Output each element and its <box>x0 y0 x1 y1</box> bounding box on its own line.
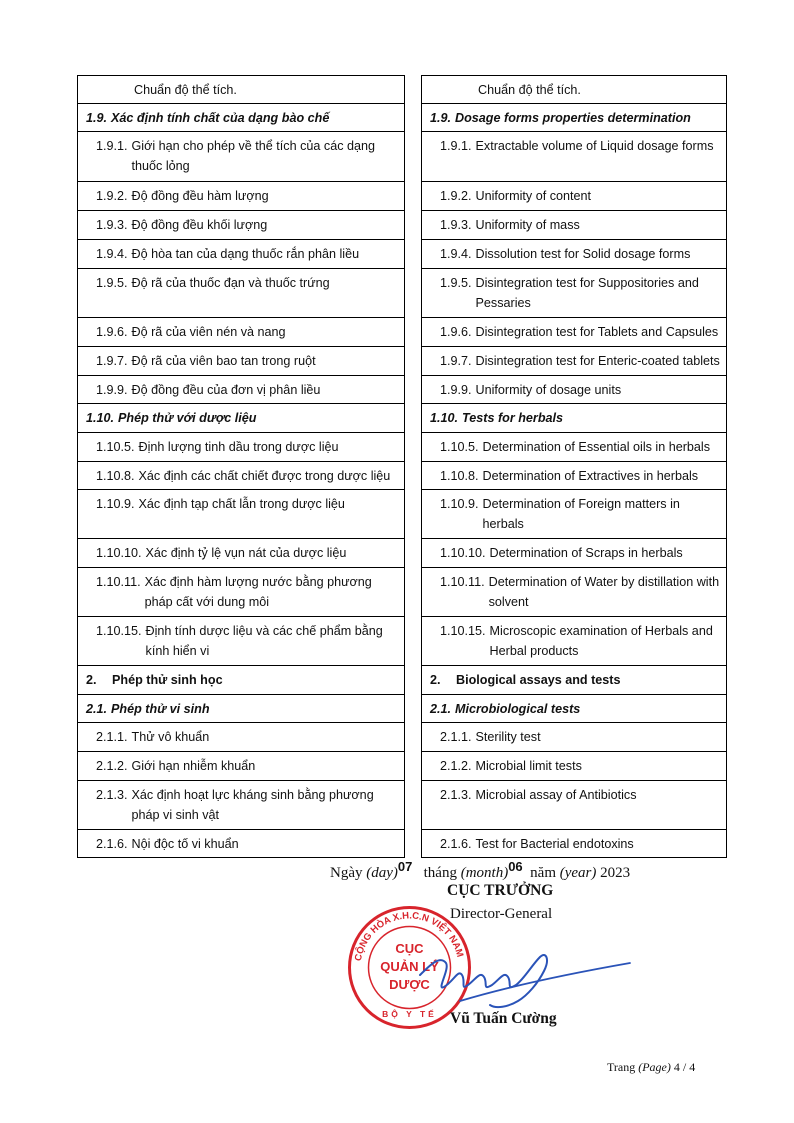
item-text: Định tính dược liệu và các chế phẩm bằng kính hiển vi <box>145 624 383 658</box>
en-row <box>422 723 727 752</box>
item-number: 1.9.2. <box>96 189 128 203</box>
date-year: 2023 <box>600 865 631 881</box>
vi-cell <box>78 376 405 404</box>
item-text: Độ đồng đều khối lượng <box>131 218 268 232</box>
item-text: Biological assays and tests <box>456 673 621 687</box>
item-text: Xác định tính chất của dạng bào chế <box>111 111 330 125</box>
item-text: Microbial assay of Antibiotics <box>475 788 637 802</box>
en-row <box>422 433 727 462</box>
en-cell <box>422 490 727 539</box>
item-number: 1.9.1. <box>96 139 128 153</box>
en-row <box>422 666 727 695</box>
vi-row <box>78 104 405 132</box>
item-text: Dissolution test for Solid dosage forms <box>475 247 691 261</box>
vi-row <box>78 318 405 347</box>
vi-row <box>78 376 405 404</box>
vietnamese-table <box>77 75 405 858</box>
vi-row <box>78 539 405 568</box>
en-cell <box>422 240 727 269</box>
vi-row <box>78 830 405 858</box>
vi-cell <box>78 269 405 318</box>
item-number: 1.10.5. <box>440 440 479 454</box>
item-number: 1.10.10. <box>440 546 486 560</box>
vi-row <box>78 781 405 830</box>
vi-cell <box>78 752 405 781</box>
en-cell <box>422 347 727 376</box>
en-row <box>422 182 727 211</box>
item-number: 1.9. <box>86 111 108 125</box>
en-row <box>422 240 727 269</box>
vi-cell <box>78 318 405 347</box>
en-row <box>422 752 727 781</box>
vi-cell <box>78 76 405 104</box>
seal-bottom-text: BỘ Y TẾ <box>382 1009 437 1019</box>
vi-row <box>78 433 405 462</box>
en-cell <box>422 666 727 695</box>
item-number: 1.9.4. <box>96 247 128 261</box>
item-text: Dosage forms properties determination <box>455 111 691 125</box>
item-text: Disintegration test for Tablets and Capsules <box>475 325 719 339</box>
en-cell <box>422 104 727 132</box>
en-row <box>422 132 727 182</box>
signer-name: Vũ Tuấn Cường <box>450 1010 557 1027</box>
vi-row <box>78 752 405 781</box>
date-line: Ngày (day)$^{07}$ tháng (month)$^{06}$ năm (year) 2023 <box>330 859 631 881</box>
item-text: Xác định hàm lượng nước bằng phương pháp cất với dung môi <box>144 575 372 609</box>
item-text: Xác định hoạt lực kháng sinh bằng phương pháp vi sinh vật <box>131 788 374 822</box>
en-row <box>422 76 727 104</box>
item-text: Disintegration test for Enteric-coated tablets <box>475 354 720 368</box>
vi-cell <box>78 211 405 240</box>
vi-cell <box>78 104 405 132</box>
vi-row <box>78 211 405 240</box>
en-cell <box>422 76 727 104</box>
vi-row <box>78 404 405 433</box>
item-number: 2. <box>86 673 97 687</box>
seal-ring-text: CỘNG HÒA X.H.C.N VIỆT NAM <box>352 910 466 962</box>
item-number: 1.9.9. <box>440 383 472 397</box>
en-cell <box>422 752 727 781</box>
item-number: 2.1.3. <box>440 788 472 802</box>
item-text: Microscopic examination of Herbals and Herbal products <box>489 624 713 658</box>
item-number: 1.10.8. <box>96 469 135 483</box>
item-number: 2.1.6. <box>96 837 128 851</box>
vi-row <box>78 617 405 666</box>
vi-row <box>78 182 405 211</box>
item-number: 1.10.5. <box>96 440 135 454</box>
vi-row <box>78 490 405 539</box>
item-text: Determination of Essential oils in herbals <box>482 440 711 454</box>
item-text: Độ rã của viên nén và nang <box>131 325 286 339</box>
vi-cell <box>78 830 405 858</box>
vi-cell <box>78 347 405 376</box>
vi-cell <box>78 781 405 830</box>
item-text: Tests for herbals <box>462 411 564 425</box>
en-row <box>422 269 727 318</box>
en-cell <box>422 462 727 490</box>
en-row <box>422 211 727 240</box>
en-row <box>422 695 727 723</box>
en-cell <box>422 269 727 318</box>
vi-row <box>78 269 405 318</box>
item-number: 1.10.15. <box>96 624 142 638</box>
page-number: Trang (Page) 4 / 4 <box>607 1060 696 1074</box>
seal-center-line-3: DƯỢC <box>389 977 430 992</box>
en-cell <box>422 182 727 211</box>
item-number: 1.9.5. <box>96 276 128 290</box>
item-number: 1.9. <box>430 111 452 125</box>
vi-cell <box>78 433 405 462</box>
item-text: Phép thử sinh học <box>112 673 223 687</box>
en-cell <box>422 830 727 858</box>
vi-row <box>78 568 405 617</box>
vi-cell <box>78 617 405 666</box>
item-text: Độ đồng đều hàm lượng <box>131 189 269 203</box>
en-cell <box>422 404 727 433</box>
item-text: Định lượng tinh dầu trong dược liệu <box>138 440 339 454</box>
item-text: Độ rã của viên bao tan trong ruột <box>131 354 316 368</box>
item-number: 2.1.2. <box>96 759 128 773</box>
vi-row <box>78 462 405 490</box>
en-cell <box>422 539 727 568</box>
item-number: 1.9.6. <box>96 325 128 339</box>
vi-row <box>78 347 405 376</box>
item-text: Determination of Water by distillation with solvent <box>488 575 720 609</box>
item-text: Độ rã của thuốc đạn và thuốc trứng <box>131 276 330 290</box>
item-number: 2.1.6. <box>440 837 472 851</box>
item-number: 1.9.5. <box>440 276 472 290</box>
en-row <box>422 404 727 433</box>
vi-cell <box>78 568 405 617</box>
item-number: 1.9.3. <box>96 218 128 232</box>
signer-title-en: Director-General <box>450 906 553 922</box>
item-text: Chuẩn độ thể tích. <box>134 83 237 97</box>
en-row <box>422 104 727 132</box>
item-text: Phép thử với dược liệu <box>118 411 257 425</box>
item-number: 2.1. <box>86 702 108 716</box>
vi-cell <box>78 462 405 490</box>
en-cell <box>422 132 727 182</box>
item-number: 2.1.1. <box>96 730 128 744</box>
en-cell <box>422 211 727 240</box>
item-text: Giới hạn nhiễm khuẩn <box>131 759 256 773</box>
en-cell <box>422 723 727 752</box>
item-number: 1.10.11. <box>96 575 141 589</box>
item-text: Thử vô khuẩn <box>131 730 210 744</box>
handwritten-signature <box>400 935 640 1015</box>
item-text: Uniformity of dosage units <box>475 383 622 397</box>
item-text: Chuẩn độ thể tích. <box>478 83 581 97</box>
item-number: 1.9.6. <box>440 325 472 339</box>
item-number: 2.1. <box>430 702 452 716</box>
signer-title-vi: CỤC TRƯỞNG <box>447 882 554 899</box>
en-cell <box>422 318 727 347</box>
en-row <box>422 490 727 539</box>
item-text: Determination of Foreign matters in herbals <box>482 497 680 531</box>
item-text: Xác định tạp chất lẫn trong dược liệu <box>138 497 345 511</box>
vi-row <box>78 76 405 104</box>
en-cell <box>422 617 727 666</box>
item-text: Xác định các chất chiết được trong dược liệu <box>138 469 391 483</box>
item-number: 1.9.3. <box>440 218 472 232</box>
item-text: Xác định tỷ lệ vụn nát của dược liệu <box>145 546 347 560</box>
vi-cell <box>78 182 405 211</box>
item-text: Độ đồng đều của đơn vị phân liều <box>131 383 321 397</box>
en-row <box>422 617 727 666</box>
en-row <box>422 830 727 858</box>
item-number: 1.9.7. <box>96 354 128 368</box>
item-number: 2.1.1. <box>440 730 472 744</box>
item-number: 1.9.9. <box>96 383 128 397</box>
date-day: 07 <box>397 859 413 874</box>
item-text: Phép thử vi sinh <box>111 702 210 716</box>
vi-cell <box>78 723 405 752</box>
en-cell <box>422 433 727 462</box>
vi-cell <box>78 666 405 695</box>
item-text: Giới hạn cho phép về thể tích của các dạng thuốc lỏng <box>131 139 376 173</box>
vi-cell <box>78 490 405 539</box>
item-number: 1.10. <box>430 411 459 425</box>
item-number: 1.10.11. <box>440 575 485 589</box>
item-number: 1.10.8. <box>440 469 479 483</box>
seal-center-line-2: QUẢN LÝ <box>380 959 439 974</box>
item-number: 1.9.4. <box>440 247 472 261</box>
item-text: Độ hòa tan của dạng thuốc rắn phân liều <box>131 247 360 261</box>
en-row <box>422 539 727 568</box>
vi-row <box>78 666 405 695</box>
vi-cell <box>78 539 405 568</box>
item-text: Test for Bacterial endotoxins <box>475 837 634 851</box>
item-text: Determination of Extractives in herbals <box>482 469 699 483</box>
vi-row <box>78 132 405 182</box>
item-text: Determination of Scraps in herbals <box>489 546 683 560</box>
date-month: 06 <box>508 859 523 874</box>
en-cell <box>422 781 727 830</box>
en-row <box>422 347 727 376</box>
item-number: 1.9.1. <box>440 139 472 153</box>
vi-row <box>78 723 405 752</box>
item-number: 1.9.2. <box>440 189 472 203</box>
item-number: 2. <box>430 673 441 687</box>
item-number: 1.10.10. <box>96 546 142 560</box>
item-number: 2.1.3. <box>96 788 128 802</box>
en-cell <box>422 695 727 723</box>
vi-row <box>78 240 405 269</box>
vi-cell <box>78 404 405 433</box>
item-text: Uniformity of mass <box>475 218 580 232</box>
vi-row <box>78 695 405 723</box>
en-row <box>422 376 727 404</box>
en-row <box>422 462 727 490</box>
signature-stroke <box>420 955 547 1007</box>
seal-center-line-1: CỤC <box>395 941 424 956</box>
vi-cell <box>78 240 405 269</box>
vi-cell <box>78 132 405 182</box>
item-number: 2.1.2. <box>440 759 472 773</box>
item-text: Sterility test <box>475 730 541 744</box>
item-number: 1.10.15. <box>440 624 486 638</box>
en-row <box>422 568 727 617</box>
en-row <box>422 318 727 347</box>
item-text: Uniformity of content <box>475 189 592 203</box>
item-number: 1.10.9. <box>96 497 135 511</box>
en-cell <box>422 376 727 404</box>
english-table <box>421 75 727 858</box>
item-text: Microbiological tests <box>455 702 581 716</box>
item-text: Nội độc tố vi khuẩn <box>131 837 239 851</box>
item-text: Microbial limit tests <box>475 759 582 773</box>
item-number: 1.10.9. <box>440 497 479 511</box>
en-row <box>422 781 727 830</box>
item-text: Extractable volume of Liquid dosage forms <box>475 139 714 153</box>
item-number: 1.10. <box>86 411 115 425</box>
vi-cell <box>78 695 405 723</box>
item-number: 1.9.7. <box>440 354 472 368</box>
item-text: Disintegration test for Suppositories and Pessaries <box>475 276 699 310</box>
en-cell <box>422 568 727 617</box>
